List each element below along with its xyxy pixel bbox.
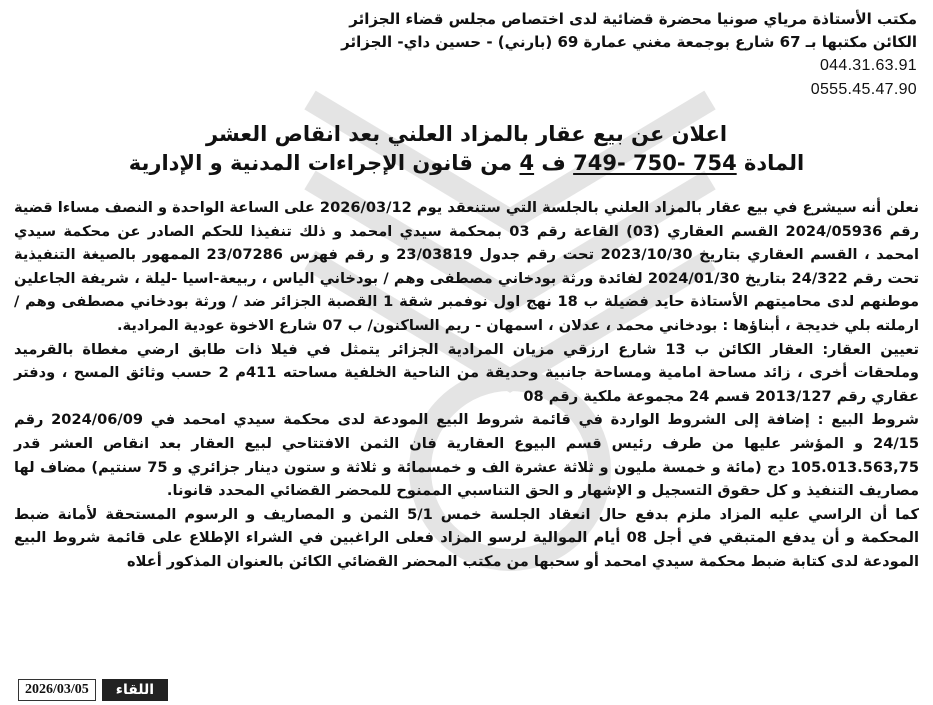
notice-title-line-2 [0,149,933,178]
notice-paragraph-sale: نعلن أنه سيشرع في بيع عقار بالمزاد العلني بالجلسة التي ستنعقد يوم 2026/03/12 على الساعة الواحدة و النصف مساءا قضية رقم 2024/05936 القسم العقاري (03) القاعة رقم 03 بمحكمة سيدي امحمد و ذلك تنفيذا للحكم الصادر عن محكمة سيدي امحمد ، القسم العقاري بتاريخ 2023/10/30 تحت رقم جدول 23/03819 و رقم فهرس 23/07286 الممهور بالصيغة التنفيذية تحت رقم 24/322 بتاريخ 2024/01/30 لفائدة ورثة بودخاني مصطفى وهم / بودخاني الياس ، ربيعة-اسيا -ليلة ، شريفة الجاعلين موطنهم لدى محاميتهم الأستاذة حايد فضيلة ب 18 نهج اول نوفمبر شقة 1 القصبة الجزائر ضد / ورثة بودخاني مصطفى وهم / ارملته بلي خديجة ، أبناؤها : بودخاني محمد ، عدلان ، اسمهان - ريم الساكنون/ ب 07 شارع الاخوة عودية المرادية. [13,199,920,334]
publication-date: 2026/03/05 [18,679,96,701]
article-label: المادة [744,151,805,175]
notice-body [14,196,919,574]
phone-number-1: 044.31.63.91 [819,57,917,74]
publication-footer [18,679,168,701]
notice-paragraph-conditions: شروط البيع : إضافة إلى الشروط الواردة في قائمة شروط البيع المودعة لدى محكمة سيدي امحمد في 2024/06/09 رقم 24/15 و المؤشر عليها من طرف رئيس قسم البيوع العقارية فان الثمن الافتتاحي لبيع العقار بعد انقاص العشر قدر 105.013.563,75 دج (مائة و خمسة مليون و ثلاثة عشرة الف و خمسمائة و ثلاثة و ستون دينار جزائري و 75 سنتيم) مضاف لها مصاريف التنفيذ و كل حقوق التسجيل و الإشهار و الحق التناسبي الممنوح للمحضر القضائي المحدد قانونا. [14,411,919,500]
paragraph-label: ف [541,151,566,175]
notice-paragraph-payment: كما أن الراسي عليه المزاد ملزم بدفع حال انعقاد الجلسة خمس 5/1 الثمن و المصاريف و الرسوم المستحقة لأمانة ضبط المحكمة و أن يدفع المتبقي في أجل 08 أيام الموالية لرسو المزاد فعلى الراغبين في الشراء الإطلاع على قائمة شروط البيع المودعة لدى كتابة ضبط محكمة سيدي امحمد أو سحبها من مكتب المحضر القضائي الكائن بالعنوان المذكور أعلاه [14,505,919,570]
law-name: من قانون الإجراءات المدنية و الإدارية [128,151,513,175]
notice-title [0,120,933,178]
notice-paragraph-property: تعيين العقار: العقار الكائن ب 13 شارع ارزقي مزيان المرادية الجزائر يتمثل في فيلا ذات طابق ارضي مغطاة بالقرميد وملحقات أخرى ، زائد مساحة امامية ومساحة جانبية وحديقة من الناحية الخلفية مساحته 411م 2 حسب وثائق المسح ، ودفتر عقاري رقم 2013/127 قسم 24 مجموعة ملكية رقم 08 [14,340,919,405]
newspaper-name: اللقاء [102,679,168,701]
office-header [16,8,917,102]
office-address: الكائن مكتبها بـ 67 شارع بوجمعة مغني عمارة 69 (بارني) - حسين داي- الجزائر [341,33,917,51]
article-numbers: 749- 750- 754 [573,151,737,175]
paragraph-number: 4 [519,151,535,175]
notice-title-line-1: اعلان عن بيع عقار بالمزاد العلني بعد انقاص العشر [205,122,728,146]
office-name: مكتب الأستاذة مرياي صونيا محضرة قضائية لدى اختصاص مجلس قضاء الجزائر [349,10,917,28]
phone-number-2: 0555.45.47.90 [810,81,917,98]
